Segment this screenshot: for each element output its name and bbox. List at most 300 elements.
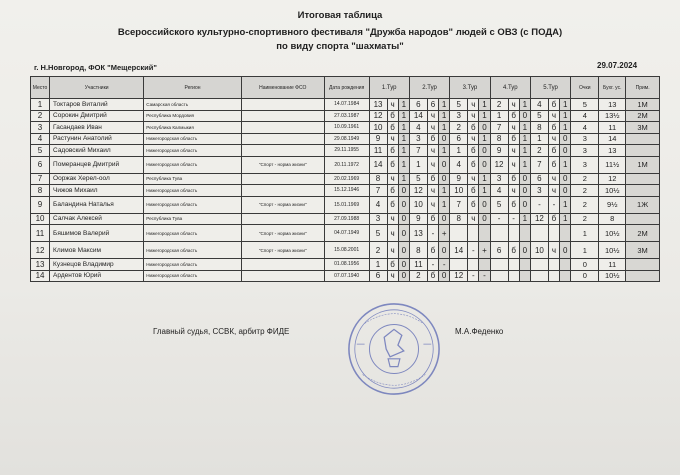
document-sport: по виду спорта "шахматы" [276, 41, 404, 52]
table-row [31, 99, 660, 111]
points-cell: 2 [571, 173, 599, 185]
tour-result-cell: 9 [450, 173, 468, 185]
tour-result-cell: 7 [409, 145, 427, 157]
tour-result-cell [508, 270, 519, 282]
buchholz-cell: 13 [599, 99, 626, 111]
tour-result-cell: - [468, 270, 479, 282]
tour-result-cell: 0 [519, 173, 530, 185]
tour-result-cell: 0 [479, 122, 490, 134]
tour-result-cell [479, 259, 490, 271]
tour-result-cell: 4 [450, 156, 468, 173]
tour-result-cell [560, 259, 571, 271]
tour-result-cell: 0 [519, 185, 530, 197]
place-cell: 10 [31, 213, 50, 225]
tour-result-cell: - [439, 259, 450, 271]
tour-result-cell: 1 [519, 122, 530, 134]
place-cell: 9 [31, 196, 50, 213]
tour-result-cell: 1 [560, 196, 571, 213]
place-cell: 12 [31, 242, 50, 259]
region-cell: Нижегородская область [144, 145, 242, 157]
place-cell: 6 [31, 156, 50, 173]
birth-date-cell: 10.09.1961 [324, 122, 369, 134]
buchholz-cell: 10½ [599, 242, 626, 259]
tour-result-cell: 5 [450, 99, 468, 111]
buchholz-cell: 8 [599, 213, 626, 225]
buchholz-cell: 11 [599, 122, 626, 134]
tour-result-cell: б [468, 185, 479, 197]
tour-result-cell: б [387, 259, 398, 271]
tour-result-cell: 3 [409, 133, 427, 145]
tour-result-cell: ч [508, 185, 519, 197]
tour-result-cell: 4 [530, 99, 548, 111]
birth-date-cell: 20.02.1969 [324, 173, 369, 185]
note-cell [626, 185, 660, 197]
tour-result-cell: 6 [427, 99, 438, 111]
tour-result-cell [530, 259, 548, 271]
org-cell: "Спорт - норма жизни" [241, 242, 324, 259]
birth-date-cell: 14.07.1984 [324, 99, 369, 111]
buchholz-cell: 10½ [599, 185, 626, 197]
tour-result-cell: б [387, 185, 398, 197]
tour-result-cell: ч [468, 110, 479, 122]
buchholz-cell: 14 [599, 133, 626, 145]
tour-result-cell: 1 [439, 145, 450, 157]
participant-name-cell: Сорокин Дмитрий [50, 110, 144, 122]
table-row [31, 270, 660, 282]
region-cell: Республика Тува [144, 213, 242, 225]
place-cell: 7 [31, 173, 50, 185]
place-cell: 11 [31, 225, 50, 242]
place-cell: 14 [31, 270, 50, 282]
tour-result-cell: 0 [519, 196, 530, 213]
tour-result-cell: 0 [398, 242, 409, 259]
tour-result-cell: 6 [409, 99, 427, 111]
place-cell: 5 [31, 145, 50, 157]
org-cell [241, 270, 324, 282]
note-cell: 1Ж [626, 196, 660, 213]
tour-result-cell: 2 [450, 122, 468, 134]
region-cell: Самарская область [144, 99, 242, 111]
note-cell: 3М [626, 242, 660, 259]
tour-result-cell: б [508, 242, 519, 259]
org-cell [241, 133, 324, 145]
tour-result-cell [548, 225, 559, 242]
tour-result-cell: 1 [490, 110, 508, 122]
tour-result-cell: 1 [560, 122, 571, 134]
tour-result-cell [468, 259, 479, 271]
tour-result-cell [450, 259, 468, 271]
tour-result-cell: 1 [530, 133, 548, 145]
tour-result-cell: - [490, 213, 508, 225]
tour-result-cell: 0 [398, 259, 409, 271]
tour-result-cell: ч [387, 99, 398, 111]
official-stamp-icon [345, 300, 443, 398]
org-cell: "Спорт - норма жизни" [241, 156, 324, 173]
tour-result-cell: 8 [450, 213, 468, 225]
org-cell: "Спорт - норма жизни" [241, 225, 324, 242]
participant-name-cell: Ардентов Юрий [50, 270, 144, 282]
participant-name-cell: Баландина Наталья [50, 196, 144, 213]
tour-result-cell: б [508, 173, 519, 185]
tour-result-cell: ч [427, 122, 438, 134]
tour-result-cell: 0 [439, 133, 450, 145]
tour-result-cell: ч [387, 225, 398, 242]
tour-result-cell [519, 259, 530, 271]
tour-result-cell: ч [427, 145, 438, 157]
tour-result-cell: 2 [369, 242, 387, 259]
tour-result-cell: 1 [560, 110, 571, 122]
tour-result-cell: 2 [409, 270, 427, 282]
note-cell: 3М [626, 122, 660, 134]
buchholz-cell: 13 [599, 145, 626, 157]
tour-result-cell: б [468, 145, 479, 157]
tour-result-cell: б [387, 145, 398, 157]
tour-result-cell: б [508, 196, 519, 213]
tour-result-cell: 10 [450, 185, 468, 197]
tour-result-cell [468, 225, 479, 242]
note-cell [626, 259, 660, 271]
buchholz-cell: 13½ [599, 110, 626, 122]
tour-result-cell: 10 [409, 196, 427, 213]
tour-result-cell: ч [387, 270, 398, 282]
points-cell: 1 [571, 225, 599, 242]
birth-date-cell: 07.07.1940 [324, 270, 369, 282]
region-cell: Нижегородская область [144, 259, 242, 271]
tour-result-cell: - [479, 270, 490, 282]
tour-result-cell: 8 [490, 133, 508, 145]
tour-result-cell [560, 225, 571, 242]
tour-result-cell: 7 [530, 156, 548, 173]
table-row [31, 225, 660, 242]
table-row [31, 110, 660, 122]
tour-result-cell: 10 [530, 242, 548, 259]
region-cell: Нижегородская область [144, 185, 242, 197]
tour-result-cell: 1 [519, 133, 530, 145]
tour-result-cell: 12 [409, 185, 427, 197]
points-cell: 3 [571, 156, 599, 173]
tour-result-cell: ч [508, 156, 519, 173]
points-cell: 1 [571, 242, 599, 259]
note-cell [626, 213, 660, 225]
participant-name-cell: Померанцев Дмитрий [50, 156, 144, 173]
tour-result-cell: б [468, 122, 479, 134]
tour-result-cell: 12 [490, 156, 508, 173]
participant-name-cell: Токтаров Виталий [50, 99, 144, 111]
document-subtitle: Всероссийского культурно-спортивного фестиваля "Дружба народов" людей с ОВЗ (с ПОДА) [117, 27, 563, 38]
tour-result-cell: 1 [439, 110, 450, 122]
tour-result-cell: 0 [439, 213, 450, 225]
tour-result-cell: 0 [439, 270, 450, 282]
region-cell: Нижегородская область [144, 225, 242, 242]
points-cell: 4 [571, 122, 599, 134]
document-date: 29.07.2024 [597, 61, 638, 70]
tour-result-cell: 0 [560, 133, 571, 145]
tour-result-cell: ч [387, 242, 398, 259]
tour-result-cell: 12 [450, 270, 468, 282]
tour-result-cell: 1 [519, 156, 530, 173]
tour-result-cell: 1 [439, 185, 450, 197]
note-cell: 1М [626, 156, 660, 173]
col-header-org: Наименование ФСО [241, 77, 324, 99]
table-row [31, 173, 660, 185]
note-cell [626, 145, 660, 157]
tour-result-cell: - [427, 259, 438, 271]
table-row [31, 122, 660, 134]
col-header-points: Очки [571, 77, 599, 99]
col-header-tour-1: 1.Тур [369, 77, 409, 99]
region-cell: Республика Мордовия [144, 110, 242, 122]
buchholz-cell: 10½ [599, 270, 626, 282]
tour-result-cell: - [427, 225, 438, 242]
tour-result-cell: 5 [490, 196, 508, 213]
tour-result-cell: 0 [398, 270, 409, 282]
tour-result-cell: б [548, 145, 559, 157]
tour-result-cell: 6 [450, 133, 468, 145]
col-header-dob: Дата рождения [324, 77, 369, 99]
tour-result-cell: 0 [439, 173, 450, 185]
tour-result-cell: 6 [490, 242, 508, 259]
points-cell: 5 [571, 99, 599, 111]
table-row [31, 156, 660, 173]
tour-result-cell: ч [548, 242, 559, 259]
tour-result-cell: 12 [369, 110, 387, 122]
tour-result-cell: 0 [560, 173, 571, 185]
tour-result-cell: 1 [479, 173, 490, 185]
col-header-tour-2: 2.Тур [409, 77, 449, 99]
tour-result-cell: 1 [519, 213, 530, 225]
tour-result-cell: 8 [409, 242, 427, 259]
note-cell [626, 133, 660, 145]
tour-result-cell: 5 [409, 173, 427, 185]
tour-result-cell: - [530, 196, 548, 213]
table-row [31, 185, 660, 197]
col-header-tour-4: 4.Тур [490, 77, 530, 99]
place-cell: 8 [31, 185, 50, 197]
signature-name: М.А.Феденко [455, 327, 504, 336]
tour-result-cell: 0 [560, 145, 571, 157]
tour-result-cell: б [427, 213, 438, 225]
col-header-tour-5: 5.Тур [530, 77, 570, 99]
tour-result-cell: 1 [519, 145, 530, 157]
tour-result-cell: б [387, 122, 398, 134]
note-cell: 2М [626, 110, 660, 122]
tour-result-cell [490, 225, 508, 242]
buchholz-cell: 11½ [599, 156, 626, 173]
tour-result-cell: 1 [398, 99, 409, 111]
tour-result-cell: 10 [369, 122, 387, 134]
tour-result-cell: 0 [479, 145, 490, 157]
tour-result-cell: б [387, 196, 398, 213]
tour-result-cell [560, 270, 571, 282]
org-cell [241, 99, 324, 111]
col-header-buchholz: Бухг. ус. [599, 77, 626, 99]
participant-name-cell: Климов Максим [50, 242, 144, 259]
tour-result-cell: 1 [398, 122, 409, 134]
tour-result-cell: 9 [490, 145, 508, 157]
tour-result-cell: 0 [519, 110, 530, 122]
tour-result-cell: 1 [519, 99, 530, 111]
tour-result-cell: б [427, 270, 438, 282]
col-header-participant: Участники [50, 77, 144, 99]
participant-name-cell: Бяшимов Валерий [50, 225, 144, 242]
tour-result-cell: б [468, 196, 479, 213]
col-header-place: Место [31, 77, 50, 99]
tour-result-cell [490, 259, 508, 271]
tour-result-cell: 14 [369, 156, 387, 173]
chief-judge-label: Главный судья, ССВК, арбитр ФИДЕ [153, 327, 290, 336]
tour-result-cell: 14 [409, 110, 427, 122]
tour-result-cell: 6 [369, 270, 387, 282]
org-cell [241, 213, 324, 225]
tour-result-cell: 2 [490, 99, 508, 111]
tour-result-cell [548, 259, 559, 271]
place-cell: 4 [31, 133, 50, 145]
tour-result-cell [490, 270, 508, 282]
tour-result-cell: ч [468, 133, 479, 145]
buchholz-cell: 11 [599, 259, 626, 271]
col-header-region: Регион [144, 77, 242, 99]
region-cell: Нижегородская область [144, 156, 242, 173]
tour-result-cell: 3 [490, 173, 508, 185]
participant-name-cell: Гасандаев Иван [50, 122, 144, 134]
tour-result-cell: 1 [479, 110, 490, 122]
tour-result-cell: 1 [398, 110, 409, 122]
col-header-note: Прим. [626, 77, 660, 99]
tour-result-cell: 0 [560, 242, 571, 259]
tour-result-cell: + [439, 225, 450, 242]
tour-result-cell: 4 [490, 185, 508, 197]
tour-result-cell: б [548, 122, 559, 134]
points-cell: 2 [571, 196, 599, 213]
tour-result-cell: 1 [369, 259, 387, 271]
points-cell: 0 [571, 270, 599, 282]
tour-result-cell: 3 [450, 110, 468, 122]
tour-result-cell: 7 [369, 185, 387, 197]
tour-result-cell: б [387, 156, 398, 173]
tour-result-cell: 1 [398, 173, 409, 185]
tour-result-cell: 0 [479, 196, 490, 213]
table-header-row [31, 77, 660, 99]
tour-result-cell: ч [427, 185, 438, 197]
org-cell [241, 110, 324, 122]
tour-result-cell: б [548, 99, 559, 111]
tour-result-cell [530, 225, 548, 242]
tour-result-cell: 0 [398, 213, 409, 225]
org-cell [241, 122, 324, 134]
tour-result-cell [530, 270, 548, 282]
tour-result-cell: 1 [560, 213, 571, 225]
region-cell: Нижегородская область [144, 133, 242, 145]
table-row [31, 133, 660, 145]
tour-result-cell: 0 [439, 242, 450, 259]
tour-result-cell: 0 [479, 156, 490, 173]
tour-result-cell: 4 [409, 122, 427, 134]
tour-result-cell: б [508, 110, 519, 122]
birth-date-cell: 29.08.1949 [324, 133, 369, 145]
tour-result-cell: ч [387, 213, 398, 225]
tour-result-cell: б [427, 133, 438, 145]
tour-result-cell [548, 270, 559, 282]
tour-result-cell: - [548, 196, 559, 213]
tour-result-cell: 1 [439, 196, 450, 213]
participant-name-cell: Чижов Михаил [50, 185, 144, 197]
tour-result-cell: б [508, 133, 519, 145]
table-row [31, 259, 660, 271]
tour-result-cell: б [387, 110, 398, 122]
birth-date-cell: 29.11.1955 [324, 145, 369, 157]
birth-date-cell: 20.11.1972 [324, 156, 369, 173]
results-table [30, 76, 660, 282]
tour-result-cell: 13 [369, 99, 387, 111]
tour-result-cell: 4 [369, 196, 387, 213]
tour-result-cell: 1 [439, 122, 450, 134]
points-cell: 4 [571, 110, 599, 122]
tour-result-cell: ч [468, 213, 479, 225]
tour-result-cell: + [479, 242, 490, 259]
place-cell: 3 [31, 122, 50, 134]
participant-name-cell: Салчак Алексей [50, 213, 144, 225]
tour-result-cell: 0 [439, 156, 450, 173]
tour-result-cell: 2 [530, 145, 548, 157]
tour-result-cell: ч [508, 99, 519, 111]
region-cell: Республика Калмыкия [144, 122, 242, 134]
tour-result-cell: 9 [369, 133, 387, 145]
tour-result-cell: ч [468, 173, 479, 185]
participant-name-cell: Садовский Михаил [50, 145, 144, 157]
tour-result-cell: ч [548, 185, 559, 197]
tour-result-cell [450, 225, 468, 242]
tour-result-cell: 7 [490, 122, 508, 134]
tour-result-cell: ч [387, 173, 398, 185]
tour-result-cell: 1 [560, 99, 571, 111]
tour-result-cell [519, 225, 530, 242]
tour-result-cell: 5 [369, 225, 387, 242]
org-cell: "Спорт - норма жизни" [241, 196, 324, 213]
tour-result-cell: 1 [409, 156, 427, 173]
tour-result-cell: б [427, 173, 438, 185]
tour-result-cell: 11 [409, 259, 427, 271]
tour-result-cell [479, 225, 490, 242]
note-cell [626, 173, 660, 185]
place-cell: 1 [31, 99, 50, 111]
tour-result-cell: 8 [530, 122, 548, 134]
tour-result-cell: 1 [398, 133, 409, 145]
tour-result-cell: ч [548, 133, 559, 145]
tour-result-cell: 0 [560, 185, 571, 197]
note-cell: 1М [626, 99, 660, 111]
tour-result-cell: 0 [398, 196, 409, 213]
tour-result-cell: б [548, 213, 559, 225]
tour-result-cell: 13 [409, 225, 427, 242]
tour-result-cell: б [468, 156, 479, 173]
region-cell: Нижегородская область [144, 270, 242, 282]
table-row [31, 145, 660, 157]
tour-result-cell [508, 259, 519, 271]
tour-result-cell: 1 [398, 156, 409, 173]
tour-result-cell: 7 [450, 196, 468, 213]
birth-date-cell: 15.12.1946 [324, 185, 369, 197]
tour-result-cell: б [548, 156, 559, 173]
tour-result-cell: 0 [398, 185, 409, 197]
tour-result-cell: ч [548, 173, 559, 185]
points-cell: 2 [571, 213, 599, 225]
tour-result-cell: 6 [530, 173, 548, 185]
tour-result-cell: ч [508, 122, 519, 134]
col-header-tour-3: 3.Тур [450, 77, 490, 99]
table-row [31, 213, 660, 225]
tour-result-cell: 14 [450, 242, 468, 259]
points-cell: 3 [571, 133, 599, 145]
